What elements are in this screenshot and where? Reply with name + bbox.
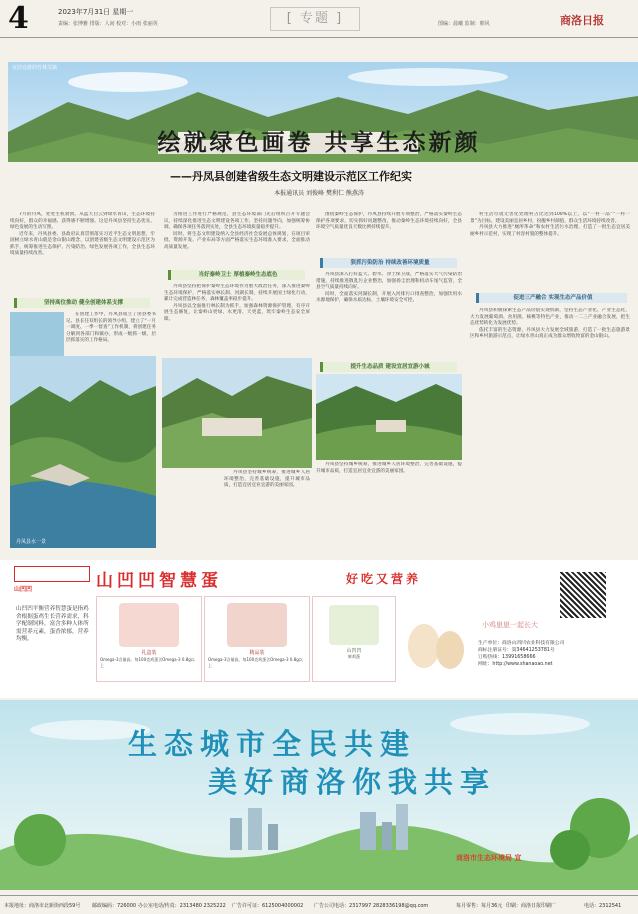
product-name: 礼盒装 [141, 650, 157, 656]
egg-icon [402, 610, 472, 674]
masthead-rule [0, 37, 638, 38]
section-heading: 坚持高位推动 健全创建体系支撑 [14, 298, 150, 308]
paper-logo: 商洛日报 [560, 14, 604, 27]
page-footer [0, 895, 638, 914]
footer-print-phone: 电话：2312541 [584, 903, 622, 909]
editors-right: 图编：晨曦 监制：朝风 [438, 21, 490, 27]
product-desc: Omega-3含量高，每100克鸡蛋含Omega-3 0.8g以上 [100, 657, 195, 668]
editors-line: 责编：张博雅 排版：人间 校对：小雨 张丽英 [58, 21, 158, 27]
date-line: 2023年7月31日 星期一 [58, 8, 134, 16]
footer-ad-phone: 广告公司电话：2317997 2828336198@qq.com [314, 903, 429, 909]
section-heading: 当好秦岭卫士 厚植秦岭生态底色 [168, 270, 305, 280]
paragraph: 丹凤县深入打好蓝天、碧水、净土保卫战，严格落实大气污染防治措施，持续推进散乱污企业整治，加强扬尘治理和机动车尾气监管，全县空气质量持续向好。 [316, 272, 462, 290]
egg-box-image [227, 603, 287, 647]
poster-slogan-line2: 美好商洛你我共享 [208, 765, 497, 799]
paragraph: 在创建工作中，丹凤县成立了由县委书记、县长任双组长的领导小组，建立了“一月一调度、一季一督查”工作机制，将创建任务分解到各部门和镇办，形成一级抓一级、层层抓落实的工作格局。 [66, 312, 156, 343]
qr-code [560, 572, 606, 618]
paragraph: 为推进工作进行严格规范，县生态环境部门先后组织召开专题会议，持续深化推进生态文明建设各项工作，坚持问题导向，加强统筹协调，确保各项任务落到实处，全县生态环境质量稳步提升。 [164, 212, 310, 230]
landscape-photo-1 [10, 356, 156, 548]
poster-slogan-line1: 生态城市全民共建 [128, 727, 417, 761]
contact-label: 商标注册证号： [478, 648, 512, 653]
article-column-4b [470, 308, 630, 548]
paragraph: 近年来，丹凤县委、县政府认真贯彻落实习近平生态文明思想，牢固树立绿水青山就是金山银山理念，以创建省级生态文明建设示范区为抓手，统筹推进生态保护、污染防治、绿色发展各项工作，全县生态环境质量持续改善。 [10, 231, 155, 256]
landscape-photo-3 [316, 374, 462, 460]
egg-illustration [402, 610, 472, 674]
footer-price: 每月零售：每月36元 [456, 903, 503, 909]
poster-credit: 商洛市生态环境局 宣 [456, 854, 522, 862]
paragraph: 丹凤县坚持城乡统筹，推进城乡人居环境整治，完善基础设施，提升城市品质，打造宜居宜业宜游的美丽家园。 [224, 470, 310, 488]
product-name: 山凹凹 [346, 648, 362, 654]
paragraph: 围绕秦岭生态保护，丹凤县持续开展专项整治，严格落实秦岭生态保护各项要求，切实抓好问题整改，推动秦岭生态环境持续向好，全县环境空气质量优良天数比例持续提升。 [316, 212, 462, 230]
section-heading: 提升生态品质 建设宜居宜游小城 [320, 362, 457, 372]
paragraph: 丹凤县积极探索生态产品价值实现机制，坚持生态产业化、产业生态化，大力发展葡萄酒、食用菌、核桃等特色产业，推动一二三产业融合发展，把生态优势转化为发展优势。 [470, 308, 630, 326]
paragraph: 丹凤县坚持城乡统筹，推进城乡人居环境整治，完善基础设施，提升城市品质，打造宜居宜业宜游的美丽家园。 [316, 462, 462, 474]
ad-brand: 山凹凹 [14, 586, 33, 593]
product-desc: Omega-3含量高，每100克鸡蛋含Omega-3 0.8g以上 [208, 657, 303, 668]
article-column-1b [66, 312, 156, 352]
ad-title: 山凹凹智慧蛋 [96, 571, 222, 591]
contact-line [478, 647, 628, 654]
photo-caption-1: 丹凤县水一景 [16, 539, 47, 545]
egg-box-image [119, 603, 179, 647]
section-label: [ 专题 ] [270, 7, 360, 31]
paragraph: 同时，全面落实河湖长制，开展入河排污口排查整治，加强饮用水水源地保护，确保水质达标，土壤环境安全可控。 [316, 291, 462, 303]
egg-box-image [329, 605, 379, 645]
section-heading: 狠抓污染防治 持续改善环境质量 [320, 258, 457, 268]
contact-value: 13991658666 [502, 655, 536, 660]
contact-value: 第34641253781号 [511, 648, 555, 653]
product-box-2 [204, 596, 310, 682]
section-label-text: 专题 [299, 11, 330, 26]
product-name: 精品装 [249, 650, 265, 656]
ad-contact [478, 640, 628, 668]
product-box-3 [312, 596, 396, 682]
page-number: 4 [8, 1, 29, 36]
article-column-2c [224, 470, 310, 548]
article-column-1 [10, 212, 155, 294]
hero-caption: 宜居宜游的竹林关镇 [12, 65, 58, 71]
byline: 本报通讯员 刘俊峰 樊利仁 熊燕涛 [274, 190, 364, 197]
paragraph: 丹凤县坚持把保护秦岭生态环境作为重大政治任务，深入推进秦岭生态环境保护，严格落实林长制、河湖长制，持续开展国土绿化行动，累计完成营造林任务，森林覆盖率稳步提升。 [164, 284, 310, 302]
contact-line [478, 661, 628, 668]
footer-address: 本报地址：商洛市北新街西段59号 [4, 903, 81, 909]
paragraph: 同时，将生态文明建设纳入全县经济社会发展总体规划，在项目审批、资源开发、产业布局等方面严格落实生态环境准入要求，全面推动高质量发展。 [164, 231, 310, 250]
brand-logo [14, 566, 90, 582]
contact-line [478, 654, 628, 661]
contact-label: 网址： [478, 662, 493, 667]
ad-description: 山凹凹平衡营养智慧蛋是指鸡舍根据蛋鸡生长营养需求，科学配制饲料，富含多种人体所需营养元素，蛋香浓郁，营养均衡。 [16, 606, 89, 643]
footer-postcode: 邮政编码：726000 [92, 903, 137, 909]
product-box-1 [96, 596, 202, 682]
contact-label: 订购热线： [478, 655, 502, 660]
footer-office: 办公室电话/传真：2313480 2325222 [138, 903, 226, 909]
landscape-photo-2 [162, 358, 312, 468]
subheadline: ——丹凤县创建省级生态文明建设示范区工作纪实 [170, 170, 412, 183]
paragraph: 7月的丹凤，处处生机勃勃。从蓝天白云到绿水青山，生态环境持续向好，群众的幸福感、获得感不断增强。这是丹凤县坚持生态优先、绿色发展的生动写照。 [10, 212, 155, 230]
article-column-2b [164, 284, 310, 354]
article-column-3 [316, 212, 462, 256]
headline: 绘就绿色画卷 共享生态新颜 [157, 130, 481, 156]
article-column-2 [164, 212, 310, 266]
paragraph: 丹凤县大力推进“厕所革命”和农村生活污水治理，打造了一批生态宜居美丽乡村示范村，实现了村容村貌的整体提升。 [470, 225, 630, 237]
contact-value: http://www.shanaoao.net [492, 662, 553, 667]
section-heading: 促进三产融合 实现生态产品价值 [476, 293, 627, 303]
paragraph: 依托丰富的生态资源，丹凤县大力发展全域旅游，打造了一批生态旅游景区和乡村旅游示范点，让绿水青山真正成为群众增收致富的金山银山。 [470, 327, 630, 339]
article-column-3c [316, 462, 462, 548]
masthead [0, 0, 638, 40]
ad-tagline: 好吃又营养 [346, 572, 422, 586]
article-column-4 [470, 212, 630, 292]
footer-ad-license: 广告许可证：6125004000002 [232, 903, 304, 909]
article-column-3b [316, 272, 462, 360]
ad-slogan: 小鸡崽崽一起长大 [482, 621, 538, 629]
product-desc: 鲜鸡蛋 [348, 654, 360, 659]
paragraph: 丹凤县以全面推行林长制为抓手，加强森林资源保护管理，有序开展生态修复，让秦岭山更绿、水更清、天更蓝，筑牢秦岭生态安全屏障。 [164, 303, 310, 322]
paragraph: 村生活垃圾无害化处理村占比达到100%以上，以“一村一品”“一村一景”为目标，建设美丽宜居乡村，扮靓乡村颜值，群众生活环境持续改善。 [470, 212, 630, 224]
footer-printer: 印刷：商洛日报印刷厂 [506, 903, 557, 909]
contact-line: 生产单位：商洛山凹凹农业科技有限公司 [478, 641, 565, 646]
